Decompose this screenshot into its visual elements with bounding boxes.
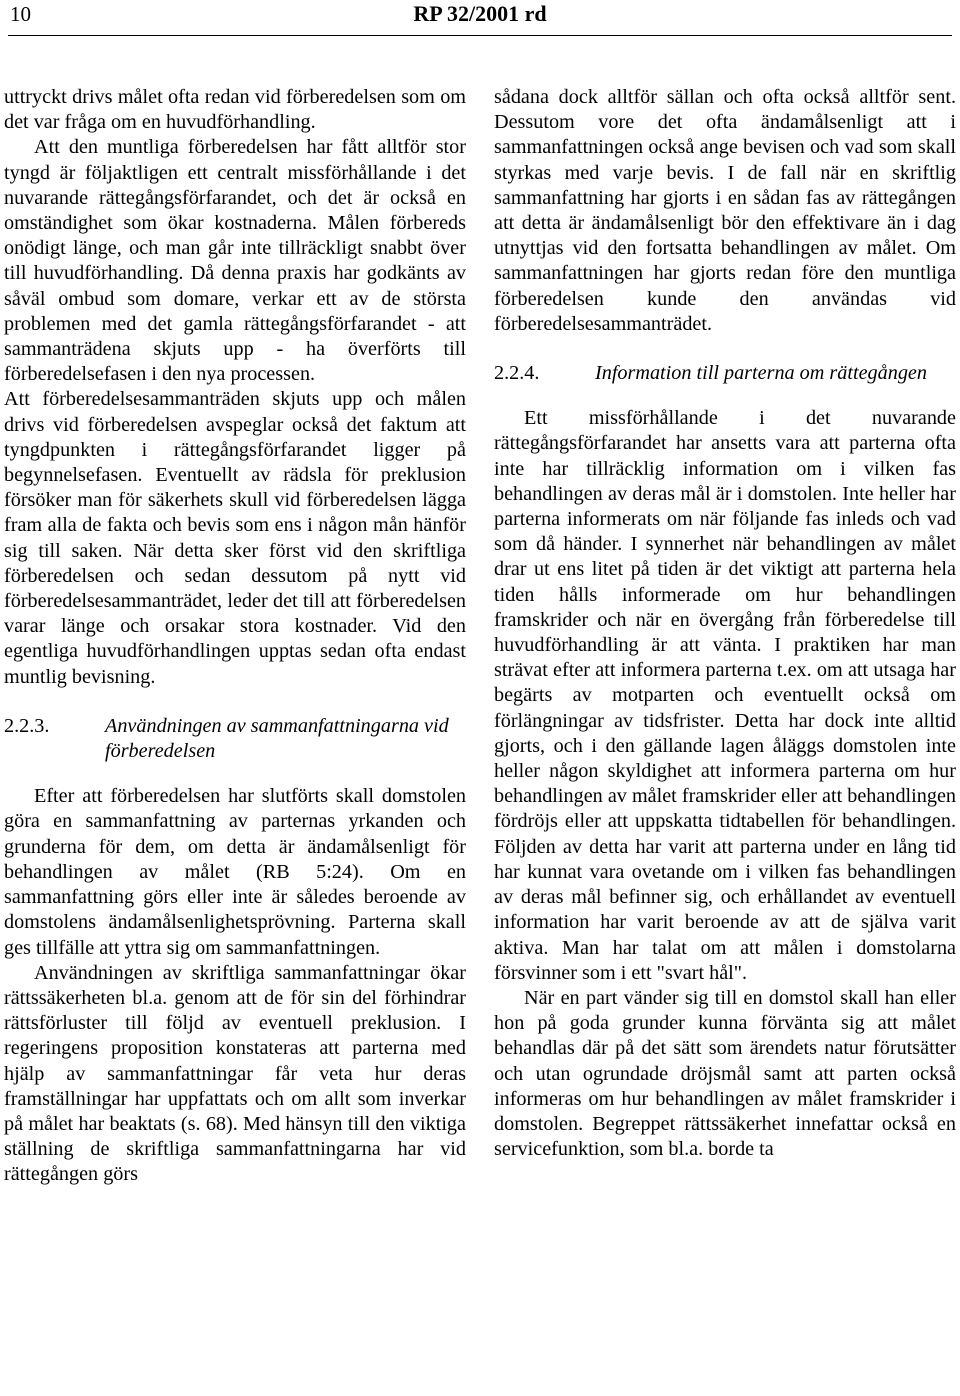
page-header (0, 0, 960, 36)
page-number: 10 (10, 2, 31, 26)
paragraph: När en part vänder sig till en domstol skall han eller hon på goda grunder kunna förvänta sig att målet behandlas där på det sätt som ärendets natur förutsätter och utan ogrundade dröjsmål samt att parten också informeras om hur behandlingen av målet framskrider i domstolen. Begreppet rättssäkerhet innefattar också en servicefunktion, som bl.a. borde ta (494, 986, 956, 1161)
section-heading-2-2-4 (494, 361, 956, 386)
section-number: 2.2.4. (494, 362, 540, 385)
paragraph: Att förberedelsesammanträden skjuts upp och målen drivs vid förberedelsen avspeglar också det faktum att tyngdpunkten i rättegångsförfarandet ligger på begynnelsefasen. Eventuellt av rädsla för preklusion försöker man för säkerhets skull vid förberedelsen lägga fram alla de fakta och bevis som ens i någon mån hänför sig till saken. När detta sker först vid den skriftliga förberedelsen och sedan dessutom på nytt vid förberedelsesammanträdet, leder det till att förberedelsen varar länge och orsakar stora kostnader. Vid den egentliga huvudförhandlingen upptas sedan ofta endast muntlig bevisning. (4, 388, 466, 688)
paragraph: Ett missförhållande i det nuvarande rättegångsförfarandet har ansetts vara att parterna ofta inte har tillräcklig information om i vilken fas behandlingen av deras mål är i domstolen. Inte heller har parterna informerats om när följande fas inleds och vad som då händer. I synnerhet när behandlingen av målet drar ut ens litet på tiden är det viktigt att parterna hela tiden hålls informerade om hur behandlingen framskrider och när en övergång från förberedelse till huvudförhandling är att vänta. I praktiken har man strävat efter att informera parterna t.ex. om att utsaga har begärts av motparten och eventuellt också om förlängningar av tidsfrister. Detta har dock inte alltid gjorts, och i den gällande lagen åläggs domstolen inte heller någon skyldighet att informera parterna om hur behandlingen av målet framskrider eller att behandlingen fördröjs eller att uppskatta tidtabellen för behandlingen. Följden av detta har varit att parterna under en lång tid har kunnat vara ovetande om i vilken fas behandlingen av deras mål befinner sig, och erhållandet av eventuell information har varit beroende av att de själva varit aktiva. Man har talat om att målen i domstolarna försvinner som i ett "svart hål". (494, 407, 956, 984)
section-title: Information till parterna om rättegången (595, 362, 927, 385)
document-id: RP 32/2001 rd (413, 1, 547, 26)
section-number: 2.2.3. (4, 714, 50, 737)
paragraph: Användningen av skriftliga sammanfattningar ökar rättssäkerheten bl.a. genom att de för sin del förhindrar rättsförluster till följd av eventuell preklusion. I regeringens proposition konstateras att parterna med hjälp av sammanfattningar får veta hur deras framställningar har uppfattats och om allt som inverkar på målet har beaktats (s. 68). Med hänsyn till den viktiga ställning de skriftliga sammanfattningarna har vid rättegången görs (4, 961, 466, 1186)
section-heading-2-2-3 (4, 714, 466, 764)
header-rule (8, 35, 952, 36)
right-column (494, 85, 956, 1162)
paragraph: sådana dock alltför sällan och ofta också alltför sent. Dessutom vore det ofta ändamålsenligt att i sammanfattningen också ange bevisen och vad som skall styrkas med varje bevis. I de fall när en skriftlig sammanfattning har gjorts i en sådan fas av rättegången att detta är ändamålsenligt bör den effektivare än i dag utnyttjas vid den fortsatta behandlingen av målet. Om sammanfattningen har gjorts redan före den muntliga förberedelsen kunde den användas vid förberedelsesammanträdet. (494, 86, 956, 335)
left-column (4, 85, 466, 1188)
paragraph: uttryckt drivs målet ofta redan vid förberedelsen som om det var fråga om en huvudförhandling. (4, 86, 466, 134)
section-title: Användningen av sammanfattningarna vid förberedelsen (105, 714, 449, 763)
paragraph: Efter att förberedelsen har slutförts skall domstolen göra en sammanfattning av parternas yrkanden och grunderna för dem, om detta är ändamålsenligt för behandlingen av målet (RB 5:24). Om en sammanfattning görs eller inte är således beroende av domstolens ändamålsenlighetsprövning. Parterna skall ges tillfälle att yttra sig om sammanfattningen. (4, 785, 466, 959)
paragraph: Att den muntliga förberedelsen har fått alltför stor tyngd är följaktligen ett centralt missförhållande i det nuvarande rättegångsförfarandet, och det är också en omständighet som ökar kostnaderna. Målen förbereds onödigt länge, och man går inte tillräckligt snabbt över till huvudförhandling. Då denna praxis har godkänts av såväl ombud som domare, verkar ett av de största problemen med det gamla rättegångsförfarandet - att sammanträdena skjuts upp - ha överförts till förberedelsefasen i den nya processen. (4, 136, 466, 386)
